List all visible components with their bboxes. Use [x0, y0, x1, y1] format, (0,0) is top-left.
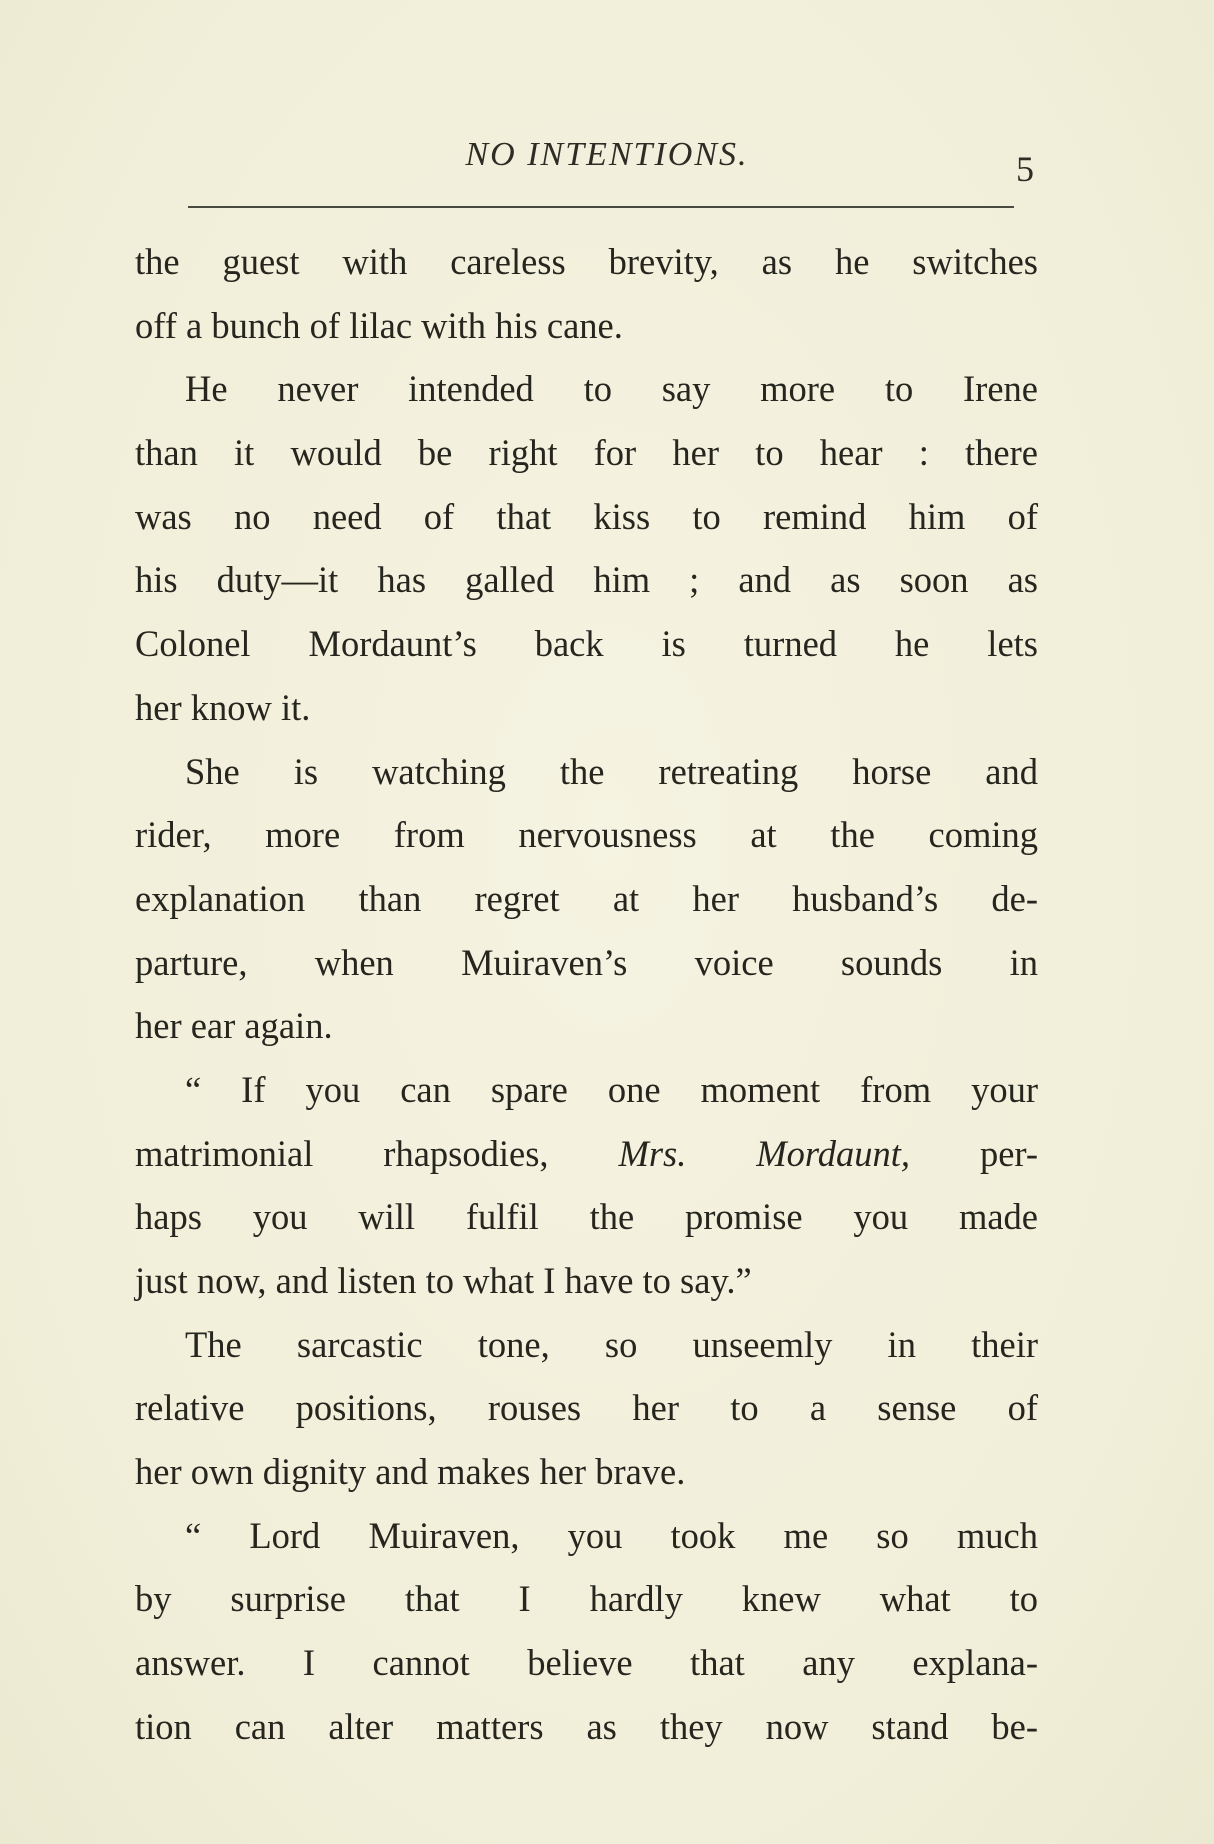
- header-rule: [188, 206, 1014, 208]
- text-line: rider, more from nervousness at the coming: [135, 814, 1038, 856]
- text-line: was no need of that kiss to remind him of: [135, 495, 1038, 537]
- text-line: parture, when Muiraven’s voice sounds in: [135, 941, 1038, 983]
- text-line: her own dignity and makes her brave.: [135, 1451, 686, 1493]
- text-line: just now, and listen to what I have to say.”: [135, 1260, 752, 1301]
- page-number: 5: [1016, 149, 1034, 189]
- italic-name: Mrs. Mordaunt,: [618, 1132, 911, 1174]
- text-line: He never intended to say more to Irene: [185, 368, 1038, 410]
- text-line: The sarcastic tone, so unseemly in their: [185, 1323, 1038, 1365]
- text-line: by surprise that I hardly knew what to: [135, 1578, 1038, 1620]
- text-line: his duty—it has galled him ; and as soon as: [135, 559, 1038, 601]
- text-line: “ Lord Muiraven, you took me so much: [185, 1514, 1038, 1556]
- text-line-with-italic: [135, 1122, 1038, 1186]
- text-line: her know it.: [135, 686, 311, 728]
- text-line: haps you will fulfil the promise you made: [135, 1196, 1038, 1238]
- text-line: Colonel Mordaunt’s back is turned he lets: [135, 623, 1038, 665]
- text-line: explanation than regret at her husband’s de-: [135, 877, 1038, 919]
- text-line: “ If you can spare one moment from your: [185, 1068, 1038, 1110]
- text-line: relative positions, rouses her to a sense of: [135, 1387, 1038, 1429]
- text-segment: per-: [910, 1132, 1038, 1174]
- text-line: tion can alter matters as they now stand be-: [135, 1705, 1038, 1747]
- body-text: [135, 230, 1038, 1759]
- text-line: answer. I cannot believe that any explana-: [135, 1642, 1038, 1684]
- running-title: NO INTENTIONS.: [465, 136, 749, 173]
- text-line: the guest with careless brevity, as he switches: [135, 241, 1038, 282]
- text-line: off a bunch of lilac with his cane.: [135, 304, 623, 346]
- text-line: than it would be right for her to hear : there: [135, 432, 1038, 474]
- text-segment: matrimonial rhapsodies,: [135, 1132, 619, 1174]
- text-line: her ear again.: [135, 1005, 333, 1047]
- text-line: She is watching the retreating horse and: [185, 750, 1038, 792]
